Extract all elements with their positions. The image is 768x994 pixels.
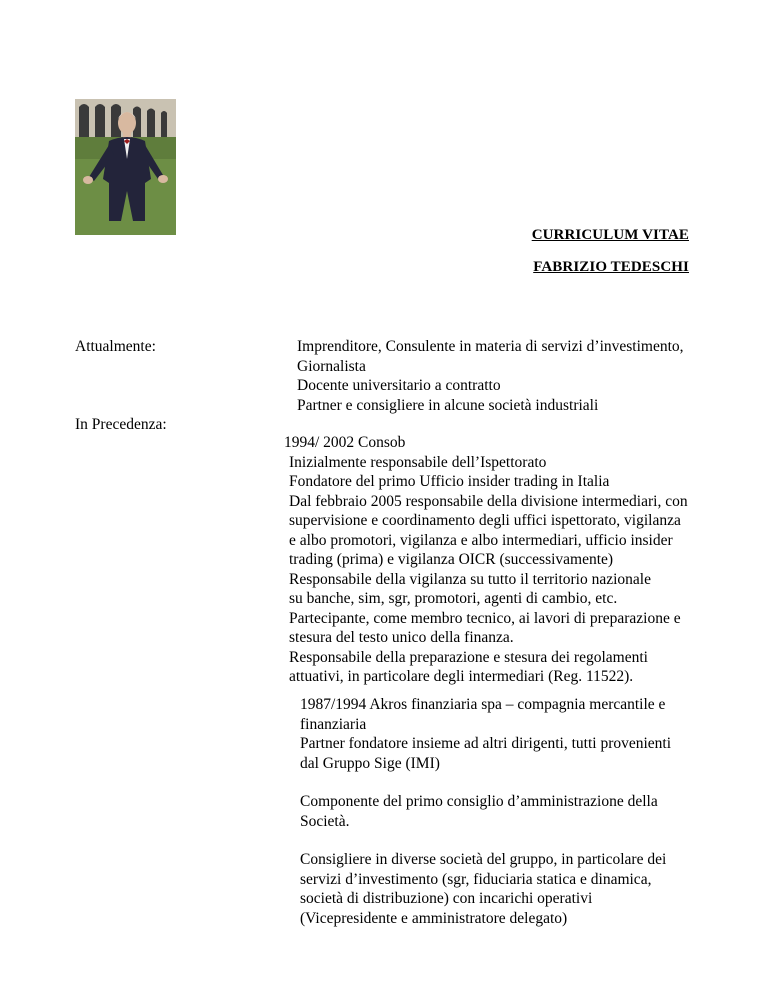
experience-line: Fondatore del primo Ufficio insider trading in Italia xyxy=(289,473,610,490)
portrait-icon xyxy=(75,99,176,235)
experience-line: supervisione e coordinamento degli uffici ispettorato, vigilanza xyxy=(289,512,681,529)
portrait-photo xyxy=(75,99,176,235)
document-title: CURRICULUM VITAE xyxy=(531,227,689,243)
experience-line: Società. xyxy=(300,812,350,830)
experience-line: servizi d’investimento (sgr, fiduciaria statica e dinamica, xyxy=(300,870,652,888)
experience-line: Responsabile della vigilanza su tutto il territorio nazionale xyxy=(289,570,651,588)
current-roles xyxy=(297,337,684,415)
experience-line: stesura del testo unico della finanza. xyxy=(289,629,514,646)
current-label: Attualmente: xyxy=(75,338,156,355)
experience-line: Partner fondatore insieme ad altri dirigenti, tutti provenienti xyxy=(300,735,672,752)
experience-line: trading (prima) e vigilanza OICR (successivamente) xyxy=(289,551,614,568)
experience-line: attuativi, in particolare degli intermediari (Reg. 11522). xyxy=(289,668,634,685)
current-role-line: Imprenditore, Consulente in materia di servizi d’investimento, xyxy=(297,338,684,355)
experience-line: 1987/1994 Akros finanziaria spa – compagnia mercantile e xyxy=(300,696,666,713)
experience-line: 1994/ 2002 Consob xyxy=(284,434,406,451)
akros-experience xyxy=(300,695,671,928)
experience-line: dal Gruppo Sige (IMI) xyxy=(300,754,440,772)
experience-line: Responsabile della preparazione e stesura dei regolamenti xyxy=(289,648,648,666)
experience-line: Partecipante, come membro tecnico, ai lavori di preparazione e xyxy=(289,609,681,627)
experience-line: su banche, sim, sgr, promotori, agenti di cambio, etc. xyxy=(289,590,618,607)
experience-line: Inizialmente responsabile dell’Ispettorato xyxy=(289,453,547,471)
current-role-line: Partner e consigliere in alcune società industriali xyxy=(297,396,599,414)
experience-line: (Vicepresidente e amministratore delegato) xyxy=(300,909,568,927)
consob-experience xyxy=(284,433,688,687)
experience-line: finanziaria xyxy=(300,715,367,733)
experience-line: Componente del primo consiglio d’amministrazione della xyxy=(300,793,658,810)
experience-line: Consigliere in diverse società del gruppo, in particolare dei xyxy=(300,851,667,868)
current-role-line: Giornalista xyxy=(297,357,366,375)
current-role-line: Docente universitario a contratto xyxy=(297,377,501,394)
experience-line: Dal febbraio 2005 responsabile della divisione intermediari, con xyxy=(289,492,688,510)
experience-line: e albo promotori, vigilanza e albo intermediari, ufficio insider xyxy=(289,531,673,549)
experience-line: società di distribuzione) con incarichi operativi xyxy=(300,890,593,907)
previous-label: In Precedenza: xyxy=(75,416,167,433)
person-name: FABRIZIO TEDESCHI xyxy=(533,259,689,275)
